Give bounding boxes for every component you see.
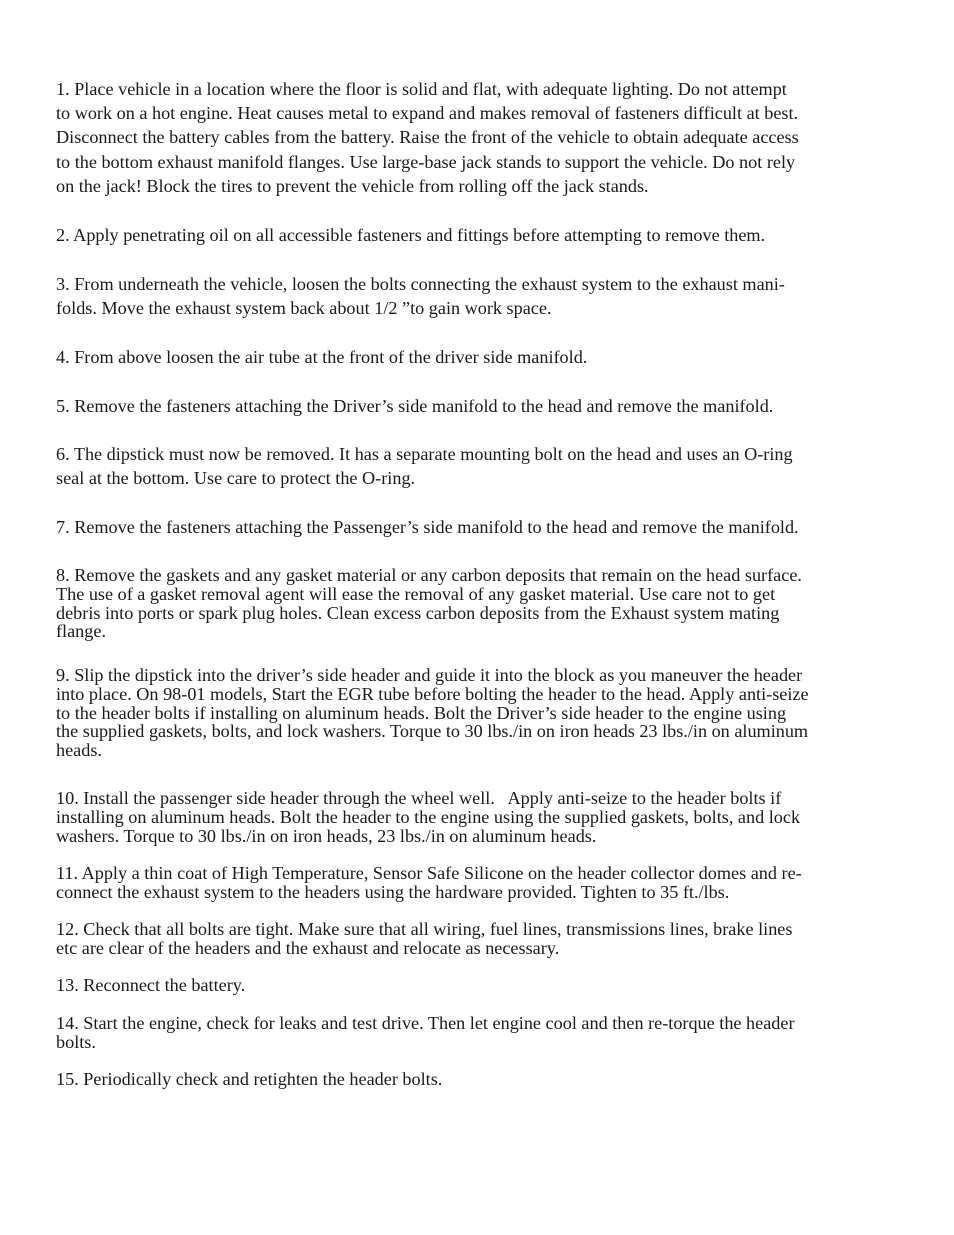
step-9: 9. Slip the dipstick into the driver’s side header and guide it into the block as you maneuver the header into place. On 98-01 models, Start the EGR tube before bolting the header to the head. Apply anti-seize to the header bolts if installing on aluminum heads. Bolt the Driver’s side header to the engine using the supplied gaskets, bolts, and lock washers. Torque to 30 lbs./in on iron heads 23 lbs./in on aluminum heads. xyxy=(56,665,809,761)
step-7: 7. Remove the fasteners attaching the Passenger’s side manifold to the head and remove the manifold. xyxy=(56,517,799,537)
step-10: 10. Install the passenger side header through the wheel well. Apply anti-seize to the header bolts if installing on aluminum heads. Bolt the header to the engine using the supplied gaskets, bolts, and lock washers. Torque to 30 lbs./in on iron heads, 23 lbs./in on aluminum heads. xyxy=(56,788,801,846)
step-6: 6. The dipstick must now be removed. It has a separate mounting bolt on the head and uses an O-ring seal at the bottom. Use care to protect the O-ring. xyxy=(56,444,793,489)
step-1: 1. Place vehicle in a location where the floor is solid and flat, with adequate lighting. Do not attempt to work on a hot engine. Heat causes metal to expand and makes removal of fasteners difficult at best. Disconnect the battery cables from the battery. Raise the front of the vehicle to obtain adequate access to the bottom exhaust manifold flanges. Use large-base jack stands to support the vehicle. Do not rely on the jack! Block the tires to prevent the vehicle from rolling off the jack stands. xyxy=(56,79,799,196)
step-8: 8. Remove the gaskets and any gasket material or any carbon deposits that remain on the head surface. The use of a gasket removal agent will ease the removal of any gasket material. Use care not to get debris into ports or spark plug holes. Clean excess carbon deposits from the Exhaust system mating flange. xyxy=(56,565,802,642)
step-4: 4. From above loosen the air tube at the front of the driver side manifold. xyxy=(56,347,588,367)
step-15: 15. Periodically check and retighten the header bolts. xyxy=(56,1069,443,1089)
step-3: 3. From underneath the vehicle, loosen the bolts connecting the exhaust system to the exhaust mani- folds. Move the exhaust system back about 1/2 ”to gain work space. xyxy=(56,274,785,319)
step-12: 12. Check that all bolts are tight. Make sure that all wiring, fuel lines, transmissions lines, brake lines etc are clear of the headers and the exhaust and relocate as necessary. xyxy=(56,919,793,958)
step-14: 14. Start the engine, check for leaks and test drive. Then let engine cool and then re-torque the header bolts. xyxy=(56,1013,795,1052)
step-13: 13. Reconnect the battery. xyxy=(56,975,246,995)
step-5: 5. Remove the fasteners attaching the Driver’s side manifold to the head and remove the manifold. xyxy=(56,396,774,416)
step-2: 2. Apply penetrating oil on all accessible fasteners and fittings before attempting to remove them. xyxy=(56,225,766,245)
step-11: 11. Apply a thin coat of High Temperature, Sensor Safe Silicone on the header collector domes and re- connect the exhaust system to the headers using the hardware provided. Tighten to 35 ft./lbs. xyxy=(56,863,802,902)
